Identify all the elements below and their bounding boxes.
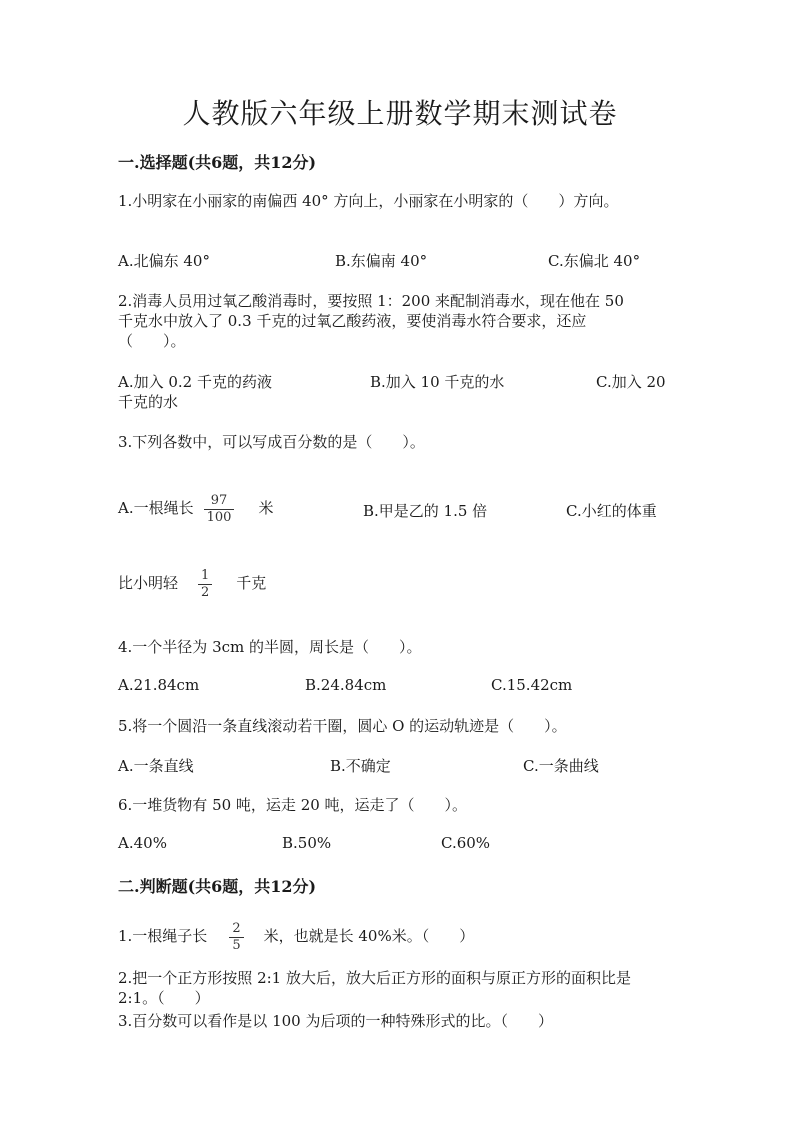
q1-3-option-c: C.小红的体重 xyxy=(566,502,657,520)
question-1-1: 1.小明家在小丽家的南偏西 40° 方向上，小丽家在小明家的（ ）方向。 xyxy=(118,192,619,210)
question-1-2-line1: 2.消毒人员用过氧乙酸消毒时，要按照 1：200 来配制消毒水，现在他在 50 xyxy=(118,292,624,310)
question-1-5: 5.将一个圆沿一条直线滚动若干圈，圆心 O 的运动轨迹是（ ）。 xyxy=(118,717,567,735)
fraction-numerator: 97 xyxy=(210,492,228,508)
section-heading-judgment: 二.判断题(共6题，共12分) xyxy=(118,877,317,896)
q2-1-post: 米，也就是长 40%米。（ ） xyxy=(263,927,475,945)
fraction-numerator: 1 xyxy=(201,567,210,583)
question-1-4: 4.一个半径为 3cm 的半圆，周长是（ ）。 xyxy=(118,638,422,656)
question-2-2-line1: 2.把一个正方形按照 2:1 放大后，放大后正方形的面积与原正方形的面积比是 xyxy=(118,969,631,987)
q1-4-option-c: C.15.42cm xyxy=(491,676,573,694)
q1-1-option-b: B.东偏南 40° xyxy=(335,252,428,270)
q1-2-option-a: A.加入 0.2 千克的药液 xyxy=(118,373,272,391)
q1-3-option-b: B.甲是乙的 1.5 倍 xyxy=(363,502,488,520)
q1-1-option-c: C.东偏北 40° xyxy=(548,252,641,270)
section-heading-choice: 一.选择题(共6题，共12分) xyxy=(118,153,317,172)
q1-3-option-a-pre: A.一根绳长 xyxy=(118,499,194,517)
q1-3-cont-pre: 比小明轻 xyxy=(118,574,179,592)
question-1-2-line2: 千克水中放入了 0.3 千克的过氧乙酸药液，要使消毒水符合要求，还应 xyxy=(118,312,587,330)
q1-6-option-a: A.40% xyxy=(118,834,167,852)
page-title: 人教版六年级上册数学期末测试卷 xyxy=(182,97,618,130)
q1-5-option-b: B.不确定 xyxy=(330,757,391,775)
question-1-3: 3.下列各数中，可以写成百分数的是（ ）。 xyxy=(118,433,425,451)
fraction-numerator: 2 xyxy=(232,920,241,936)
question-1-2-line3: （ ）。 xyxy=(118,332,186,350)
question-2-1 xyxy=(118,920,474,954)
q1-3-option-c-cont xyxy=(118,567,266,601)
q2-1-pre: 1.一根绳子长 xyxy=(118,927,208,945)
q1-2-option-b: B.加入 10 千克的水 xyxy=(370,373,505,391)
q1-3-cont-post: 千克 xyxy=(236,574,267,592)
fraction-denominator: 2 xyxy=(201,584,210,600)
q1-1-option-a: A.北偏东 40° xyxy=(118,252,210,270)
question-2-2-line2: 2:1。（ ） xyxy=(118,989,210,1007)
question-2-3: 3.百分数可以看作是以 100 为后项的一种特殊形式的比。（ ） xyxy=(118,1012,553,1030)
fraction-97-100 xyxy=(204,493,235,526)
fraction-2-5 xyxy=(229,921,243,954)
q1-3-option-a xyxy=(118,492,273,526)
q1-4-option-a: A.21.84cm xyxy=(118,676,200,694)
fraction-1-2 xyxy=(198,568,212,601)
q1-2-option-c-cont: 千克的水 xyxy=(118,393,179,411)
question-1-6: 6.一堆货物有 50 吨，运走 20 吨，运走了（ ）。 xyxy=(118,796,468,814)
fraction-denominator: 100 xyxy=(206,509,232,525)
q1-5-option-a: A.一条直线 xyxy=(118,757,194,775)
fraction-denominator: 5 xyxy=(232,937,241,953)
q1-3-option-a-post: 米 xyxy=(258,499,274,517)
q1-5-option-c: C.一条曲线 xyxy=(523,757,599,775)
q1-2-option-c: C.加入 20 xyxy=(596,373,666,391)
q1-4-option-b: B.24.84cm xyxy=(305,676,387,694)
q1-6-option-c: C.60% xyxy=(441,834,491,852)
q1-6-option-b: B.50% xyxy=(282,834,332,852)
